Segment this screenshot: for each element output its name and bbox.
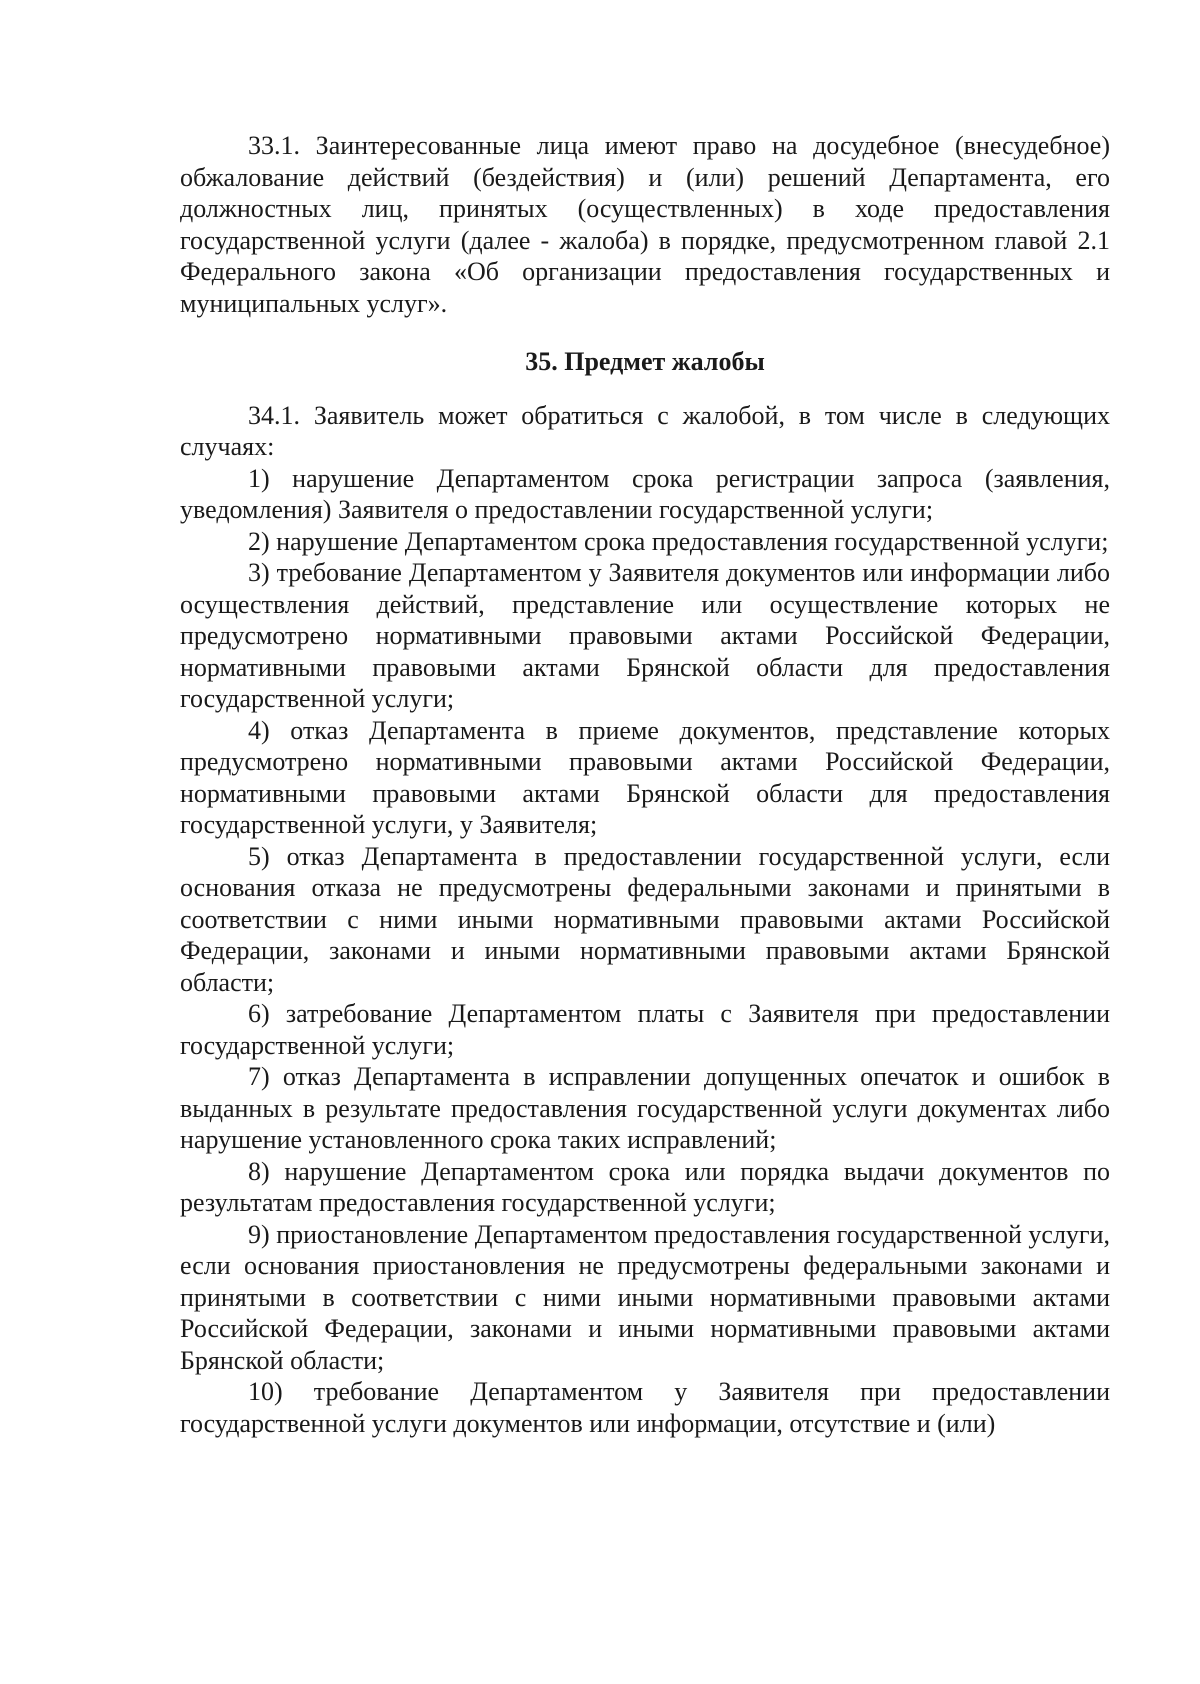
list-item-6: 6) затребование Департаментом платы с Заявителя при предоставлении государственной услуги; [180, 999, 1110, 1060]
paragraph-33-1: 33.1. Заинтересованные лица имеют право на досудебное (внесудебное) обжалование действий (бездействия) и (или) решений Департамента, его должностных лиц, принятых (осуществленных) в ходе предоставления государственной услуги (далее - жалоба) в порядке, предусмотренном главой 2.1 Федерального закона «Об организации предоставления государственных и муниципальных услуг». [180, 131, 1110, 318]
list-item-10: 10) требование Департаментом у Заявителя при предоставлении государственной услуги документов или информации, отсутствие и (или) [180, 1377, 1110, 1438]
section-heading: 35. Предмет жалобы [525, 347, 765, 376]
paragraph-34-1: 34.1. Заявитель может обратиться с жалобой, в том числе в следующих случаях: [180, 400, 1110, 461]
list-item-4: 4) отказ Департамента в приеме документов, представление которых предусмотрено нормативными правовыми актами Российской Федерации, нормативными правовыми актами Брянской области для предоставления государственной услуги, у Заявителя; [180, 715, 1110, 839]
list-item-5: 5) отказ Департамента в предоставлении государственной услуги, если основания отказа не предусмотрены федеральными законами и принятыми в соответствии с ними иными нормативными правовыми актами Российской Федерации, законами и иными нормативными правовыми актами Брянской области; [180, 841, 1110, 997]
list-item-9: 9) приостановление Департаментом предоставления государственной услуги, если основания приостановления не предусмотрены федеральными законами и принятыми в соответствии с ними иными нормативными правовыми актами Российской Федерации, законами и иными нормативными правовыми актами Брянской области; [180, 1219, 1110, 1375]
list-item-3: 3) требование Департаментом у Заявителя документов или информации либо осуществления действий, представление или осуществление которых не предусмотрено нормативными правовыми актами Российской Федерации, нормативными правовыми актами Брянской области для предоставления государственной услуги; [180, 558, 1110, 713]
list-item-8: 8) нарушение Департаментом срока или порядка выдачи документов по результатам предоставления государственной услуги; [180, 1156, 1110, 1217]
document-page [180, 130, 1110, 1439]
list-item-2: 2) нарушение Департаментом срока предоставления государственной услуги; [248, 526, 1109, 556]
list-item-1: 1) нарушение Департаментом срока регистрации запроса (заявления, уведомления) Заявителя о предоставлении государственной услуги; [180, 463, 1110, 524]
list-item-7: 7) отказ Департамента в исправлении допущенных опечаток и ошибок в выданных в результате предоставления государственной услуги документах либо нарушение установленного срока таких исправлений; [180, 1062, 1110, 1154]
